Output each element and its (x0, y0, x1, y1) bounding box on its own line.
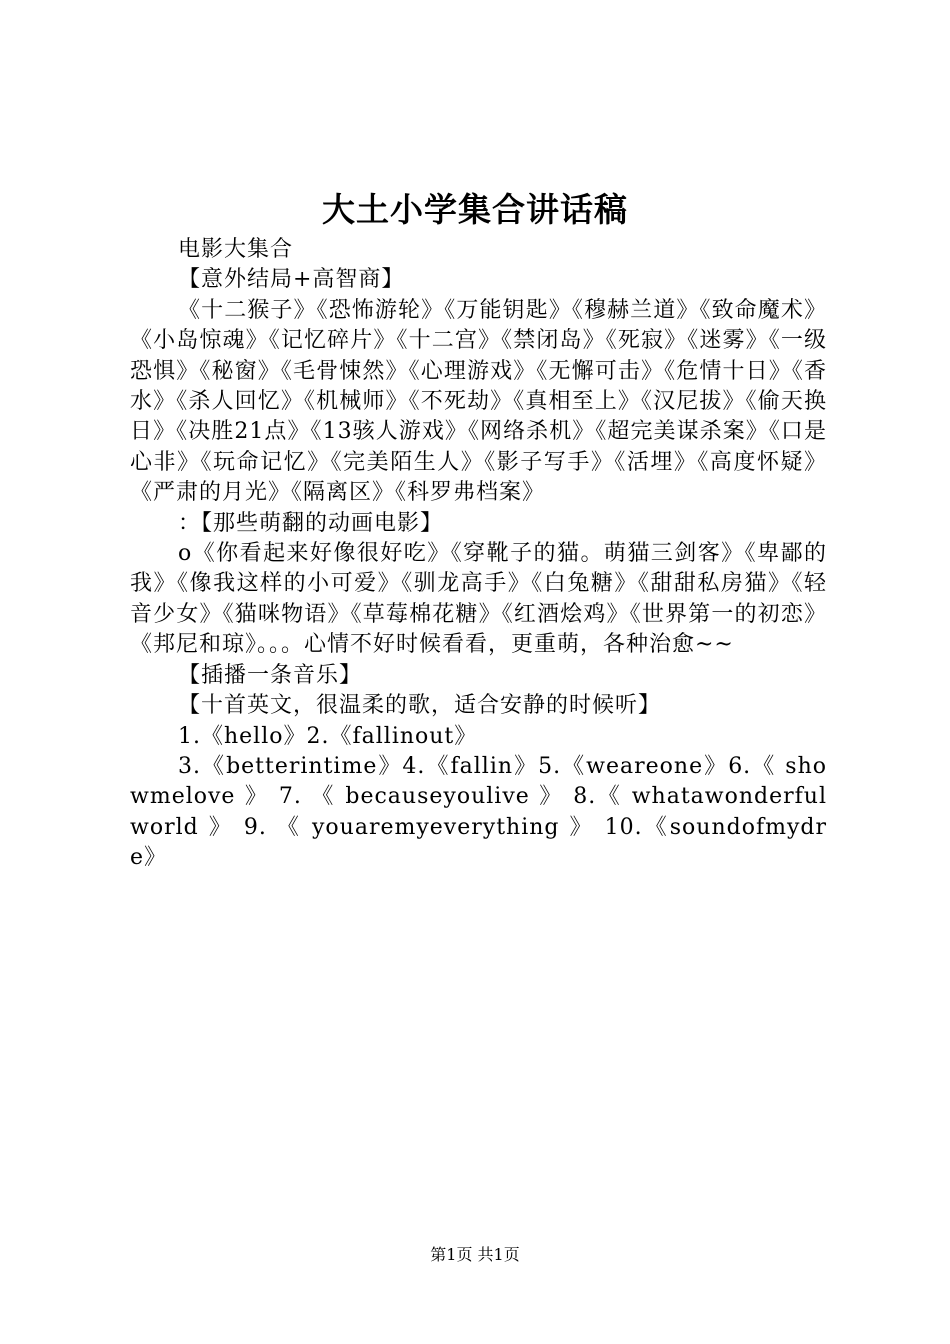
paragraph-twist-ending-heading: 【意外结局+高智商】 (178, 267, 405, 293)
paragraph-movie-collection: 电影大集合 (178, 237, 294, 262)
paragraph-english-songs-heading: 【十首英文，很温柔的歌，适合安静的时候听】 (178, 693, 662, 719)
page-footer: 第1页 共1页 (430, 1245, 520, 1264)
document-body (130, 235, 827, 874)
paragraph-animation-list: o《你看起来好像很好吃》《穿靴子的猫。萌猫三剑客》《卑鄙的我》《像我这样的小可爱》《驯龙高手》《白兔糖》《甜甜私房猫》《轻音少女》《猫咪物语》《草莓棉花糖》《红酒烩鸡》《世界第一的初恋》《邦尼和琼》。。。心情不好时候看看，更重萌，各种治愈~~ (130, 541, 827, 658)
paragraph-animation-heading: ：【那些萌翻的动画电影】 (178, 510, 444, 536)
paragraph-twist-ending-list: 《十二猴子》《恐怖游轮》《万能钥匙》《穆赫兰道》《致命魔术》《小岛惊魂》《记忆碎片》《十二宫》《禁闭岛》《死寂》《迷雾》《一级恐惧》《秘窗》《毛骨悚然》《心理游戏》《无懈可击》《危情十日》《香水》《杀人回忆》《机械师》《不死劫》《真相至上》《汉尼拔》《偷天换日》《决胜21点》《13骇人游戏》《网络杀机》《超完美谋杀案》《口是心非》《玩命记忆》《完美陌生人》《影子写手》《活埋》《高度怀疑》《严肃的月光》《隔离区》《科罗弗档案》 (130, 297, 827, 506)
document-title: 大土小学集合讲话稿 (322, 190, 628, 229)
paragraph-songs-3-10: 3.《betterintime》4.《fallin》5.《weareone》6.《 showmelove 》 7. 《 becauseyoulive 》 8.《 whatawonderfulworld 》 9. 《 youaremyeverything 》 10.《soundofmydre》 (130, 753, 827, 871)
paragraph-music-heading: 【插播一条音乐】 (178, 662, 363, 688)
paragraph-songs-1-2: 1.《hello》2.《fallinout》 (178, 723, 478, 749)
